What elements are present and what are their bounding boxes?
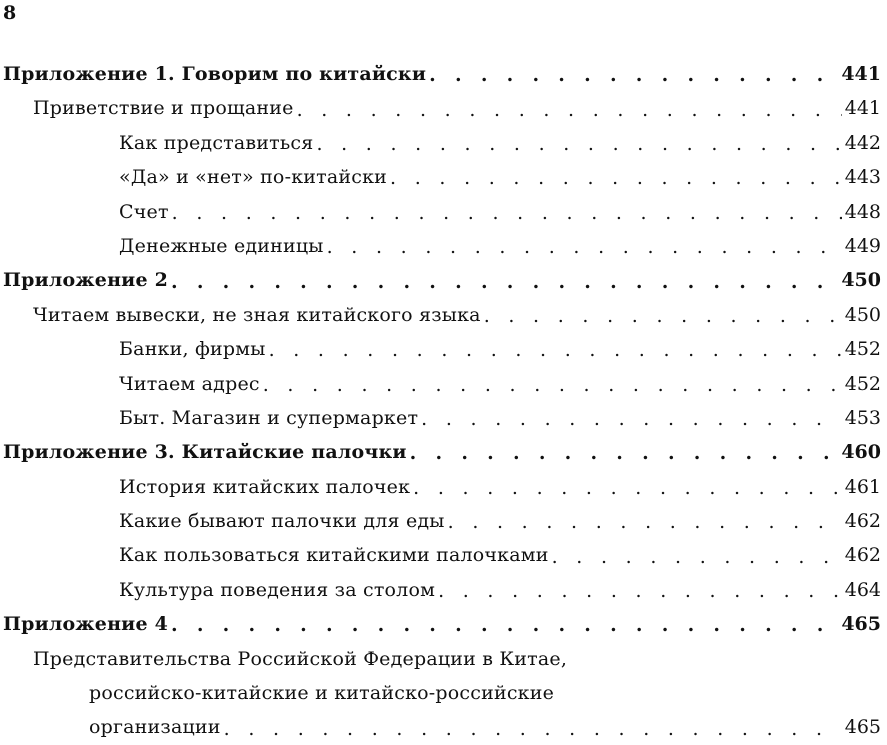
- dot-leader: [224, 720, 842, 742]
- toc-entry[interactable]: [3, 607, 881, 641]
- toc-entry-page: 464: [844, 578, 881, 601]
- toc-entry[interactable]: [3, 538, 881, 572]
- dot-leader: [297, 101, 842, 123]
- toc-entry[interactable]: [3, 367, 881, 401]
- dot-leader: [171, 273, 838, 295]
- toc-entry-page: 442: [844, 131, 881, 154]
- toc-entry-title: История китайских палочек: [119, 475, 411, 498]
- toc-entry-continuation[interactable]: [3, 676, 881, 710]
- dot-leader: [552, 548, 842, 570]
- dot-leader: [390, 169, 842, 191]
- toc-entry[interactable]: [3, 160, 881, 194]
- toc-entry-title: Приветствие и прощание: [33, 97, 294, 120]
- toc-entry-title: Приложение 3. Китайские палочки: [3, 441, 407, 464]
- dot-leader: [263, 376, 842, 398]
- toc-entry-page: 441: [844, 97, 881, 120]
- dot-leader: [327, 238, 842, 260]
- dot-leader: [413, 479, 842, 501]
- toc-entry-page: 462: [844, 544, 881, 567]
- dot-leader: [410, 444, 839, 466]
- toc-entry-title: российско-китайские и китайско-российские: [89, 682, 555, 705]
- toc-entry[interactable]: [3, 332, 881, 366]
- toc-entry-title: Приложение 4: [3, 613, 168, 636]
- toc-entry-title: «Да» и «нет» по-китайски: [119, 166, 388, 189]
- toc-entry-page: 453: [844, 406, 881, 429]
- toc-entry-page: 450: [844, 303, 881, 326]
- toc-entry[interactable]: [3, 504, 881, 538]
- toc-entry[interactable]: [3, 401, 881, 435]
- dot-leader: [429, 66, 838, 88]
- toc-entry-title: Денежные единицы: [119, 234, 324, 257]
- toc-entry-page: 449: [844, 234, 881, 257]
- toc-entry-title: Как представиться: [119, 131, 314, 154]
- toc-entry[interactable]: [3, 195, 881, 229]
- toc-entry-continuation[interactable]: [3, 710, 881, 744]
- toc-entry-title: Представительства Российской Федерации в Китае,: [33, 647, 568, 670]
- toc-entry-title: Какие бывают палочки для еды: [119, 510, 445, 533]
- toc-entry-title: организации: [89, 716, 221, 739]
- toc-entry[interactable]: [3, 298, 881, 332]
- toc-entry-page: 448: [844, 200, 881, 223]
- toc-entry-page: 452: [844, 372, 881, 395]
- toc-entry-page: 465: [841, 613, 881, 636]
- toc-entry[interactable]: [3, 263, 881, 297]
- toc-entry-page: 465: [844, 716, 881, 739]
- toc-entry-title: Культура поведения за столом: [119, 578, 436, 601]
- toc-entry-title: Читаем вывески, не зная китайского языка: [33, 303, 481, 326]
- toc-entry-title: Приложение 2: [3, 269, 168, 292]
- toc-entry[interactable]: [3, 573, 881, 607]
- toc-entry-title: Как пользоваться китайскими палочками: [119, 544, 549, 567]
- toc-entry-page: 452: [844, 338, 881, 361]
- toc-entry[interactable]: [3, 57, 881, 91]
- toc-entry[interactable]: [3, 126, 881, 160]
- dot-leader: [172, 204, 842, 226]
- dot-leader: [421, 410, 842, 432]
- toc-entry-title: Банки, фирмы: [119, 338, 266, 361]
- dot-leader: [484, 307, 842, 329]
- toc-entry-page: 461: [844, 475, 881, 498]
- toc-entry-page: 441: [841, 63, 881, 85]
- toc-entry[interactable]: [3, 435, 881, 469]
- toc-entry[interactable]: [3, 229, 881, 263]
- toc-entry-title: Счет: [119, 200, 169, 223]
- toc-entry-title: Быт. Магазин и супермаркет: [119, 406, 419, 429]
- toc-entry-title: Читаем адрес: [119, 372, 260, 395]
- dot-leader: [171, 616, 838, 638]
- toc-entry[interactable]: [3, 470, 881, 504]
- toc-entry[interactable]: [3, 642, 881, 676]
- toc-entry-page: 462: [844, 510, 881, 533]
- dot-leader: [438, 582, 842, 604]
- table-of-contents: [3, 57, 881, 745]
- dot-leader: [269, 341, 842, 363]
- dot-leader: [316, 135, 841, 157]
- page-number: 8: [3, 2, 17, 24]
- toc-entry-page: 460: [841, 441, 881, 464]
- toc-entry-title: Приложение 1. Говорим по китайски: [3, 63, 427, 85]
- toc-entry-page: 450: [841, 269, 881, 292]
- toc-entry[interactable]: [3, 91, 881, 125]
- toc-entry-page: 443: [844, 166, 881, 189]
- dot-leader: [448, 513, 842, 535]
